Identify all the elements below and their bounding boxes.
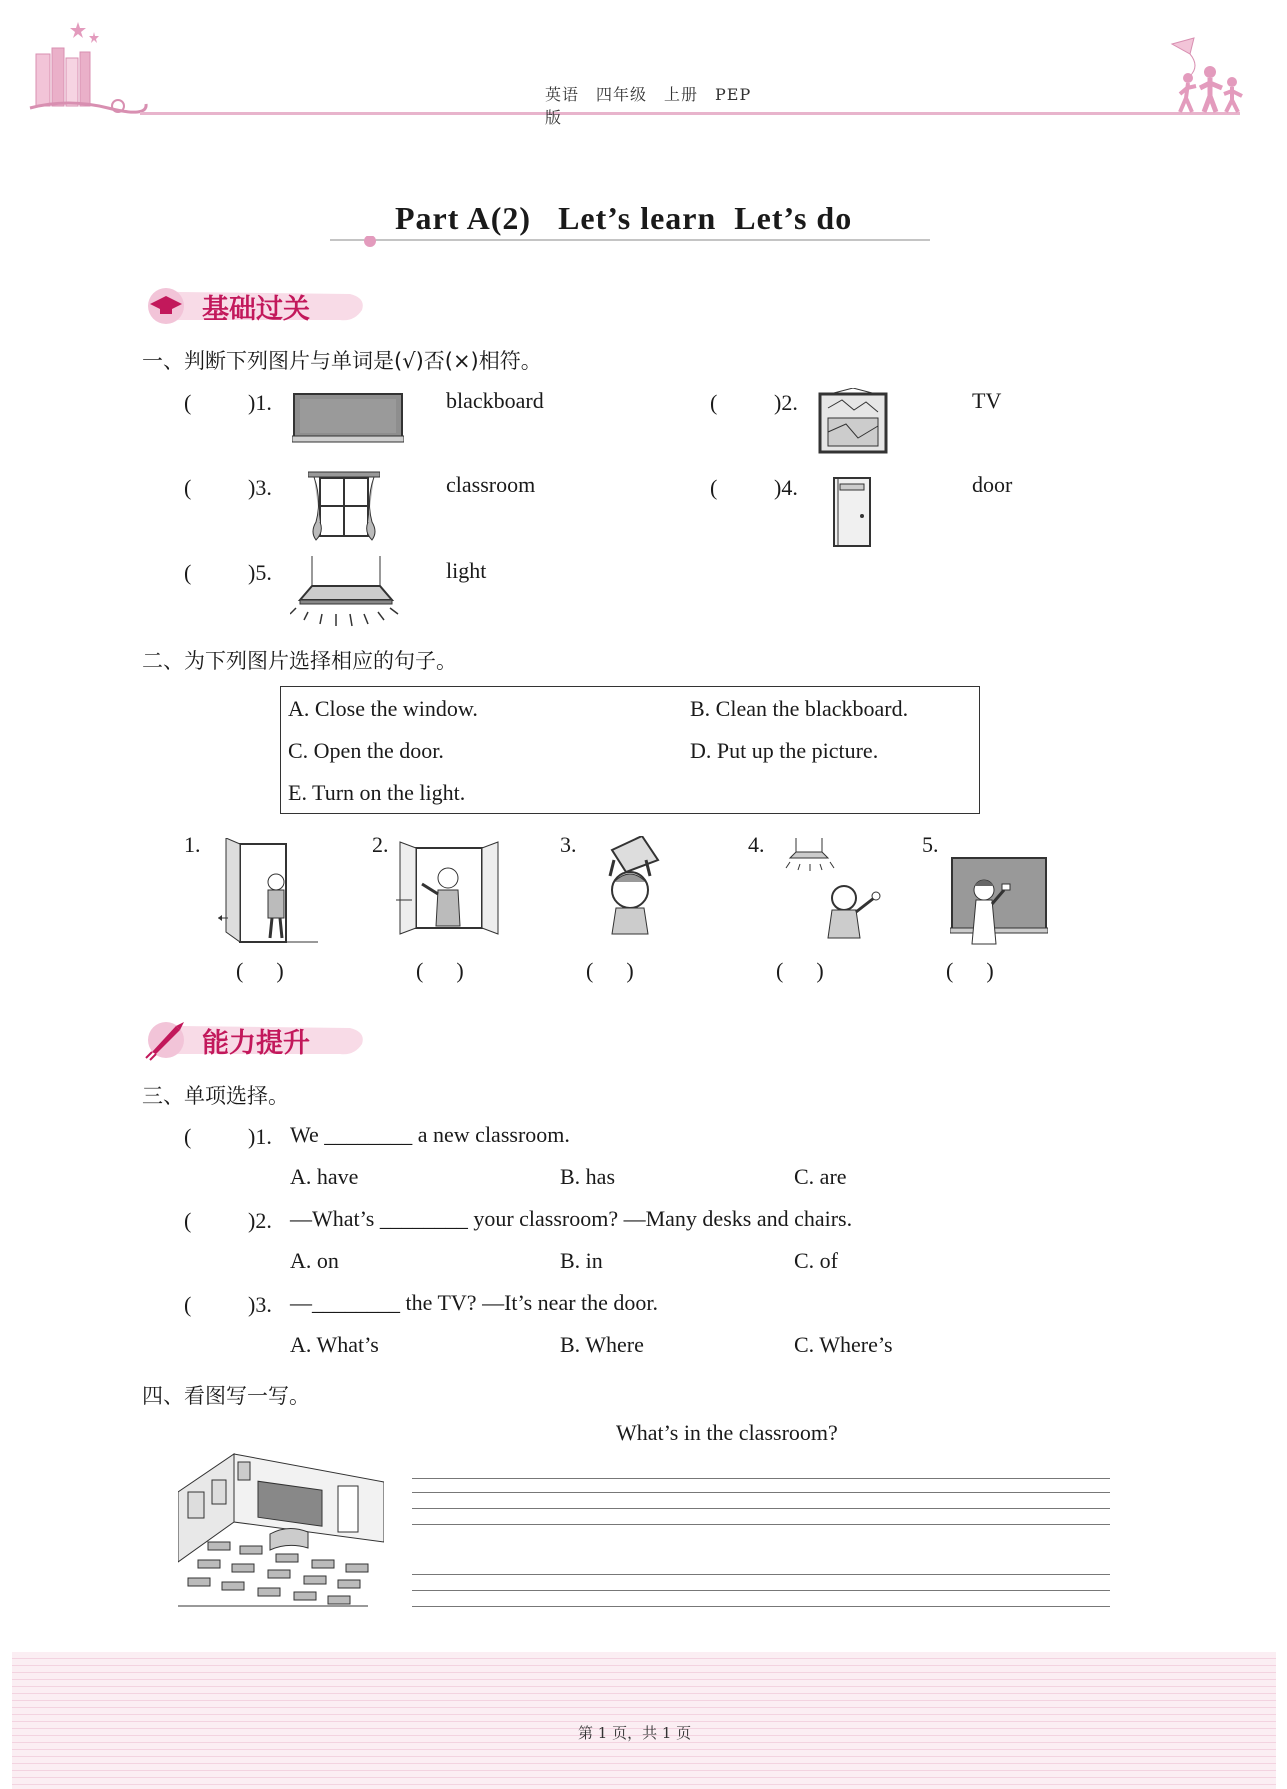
- answer-blank[interactable]: (: [184, 1208, 192, 1233]
- q1-word: door: [972, 472, 1013, 497]
- picture-num: 3.: [560, 832, 577, 857]
- answer-blank[interactable]: ( ): [416, 958, 464, 983]
- q3-stem: —________ the TV? —It’s near the door.: [290, 1290, 659, 1315]
- writing-line[interactable]: [412, 1508, 1110, 1509]
- door-icon: [832, 476, 872, 548]
- header-kids-icon: [1160, 36, 1250, 116]
- window-icon: [308, 470, 380, 544]
- q3-option-a: A. What’s: [290, 1332, 379, 1357]
- writing-line[interactable]: [412, 1574, 1110, 1575]
- blackboard-icon: [292, 392, 404, 446]
- turn-on-light-scene-icon: [776, 838, 890, 942]
- q3-item-num: )2.: [248, 1208, 272, 1233]
- q1-item-num: )4.: [774, 475, 798, 500]
- writing-line[interactable]: [412, 1492, 1110, 1493]
- q4-prompt: What’s in the classroom?: [616, 1420, 838, 1445]
- page-number: 第 1 页，共 1 页: [578, 1724, 692, 1742]
- q3-option-b: B. has: [560, 1164, 615, 1189]
- answer-blank[interactable]: (: [710, 390, 718, 415]
- picture-num: 4.: [748, 832, 765, 857]
- ceiling-light-icon: [290, 556, 402, 628]
- q3-item-num: )1.: [248, 1124, 272, 1149]
- q1-word: TV: [972, 388, 1002, 413]
- writing-line[interactable]: [412, 1524, 1110, 1525]
- q3-stem: —What’s ________ your classroom? —Many desks and chairs.: [290, 1206, 853, 1231]
- q1-item-num: )2.: [774, 390, 798, 415]
- option-b: B. Clean the blackboard.: [690, 696, 909, 721]
- q3-item-num: )3.: [248, 1292, 272, 1317]
- title-underline: [330, 236, 930, 250]
- q3-option-c: C. of: [794, 1248, 838, 1273]
- writing-line[interactable]: [412, 1478, 1110, 1479]
- option-a: A. Close the window.: [288, 696, 478, 721]
- q1-word: light: [446, 558, 487, 583]
- close-window-scene-icon: [396, 838, 502, 938]
- answer-blank[interactable]: (: [710, 475, 718, 500]
- answer-blank[interactable]: ( ): [586, 958, 634, 983]
- q3-option-b: B. in: [560, 1248, 603, 1273]
- q1-word: blackboard: [446, 388, 544, 413]
- open-door-scene-icon: [218, 838, 322, 948]
- section-label-advanced: 能力提升: [202, 1028, 310, 1059]
- option-e: E. Turn on the light.: [288, 780, 466, 805]
- q1-item-num: )1.: [248, 390, 272, 415]
- option-c: C. Open the door.: [288, 738, 444, 763]
- q1-item-num: )3.: [248, 475, 272, 500]
- q2-heading: 二、为下列图片选择相应的句子。: [142, 649, 457, 673]
- answer-blank[interactable]: ( ): [776, 958, 824, 983]
- q1-word: classroom: [446, 472, 536, 497]
- q3-heading: 三、单项选择。: [142, 1084, 289, 1108]
- answer-blank[interactable]: ( ): [946, 958, 994, 983]
- q3-option-c: C. are: [794, 1164, 847, 1189]
- answer-blank[interactable]: (: [184, 560, 192, 585]
- picture-num: 2.: [372, 832, 389, 857]
- q3-option-a: A. on: [290, 1248, 339, 1273]
- put-up-picture-scene-icon: [592, 836, 672, 936]
- picture-frame-icon: [818, 388, 888, 454]
- clean-blackboard-scene-icon: [950, 856, 1048, 946]
- answer-blank[interactable]: (: [184, 475, 192, 500]
- answer-blank[interactable]: (: [184, 1292, 192, 1317]
- answer-blank[interactable]: (: [184, 1124, 192, 1149]
- option-d: D. Put up the picture.: [690, 738, 879, 763]
- footer-band: [12, 1652, 1276, 1789]
- classroom-scene-icon: [178, 1452, 384, 1608]
- answer-blank[interactable]: ( ): [236, 958, 284, 983]
- q3-option-a: A. have: [290, 1164, 359, 1189]
- section-label-basic: 基础过关: [202, 294, 310, 325]
- writing-line[interactable]: [412, 1590, 1110, 1591]
- q3-option-c: C. Where’s: [794, 1332, 893, 1357]
- q1-item-num: )5.: [248, 560, 272, 585]
- picture-num: 5.: [922, 832, 939, 857]
- q3-option-b: B. Where: [560, 1332, 644, 1357]
- picture-num: 1.: [184, 832, 201, 857]
- header-text: 英语 四年级 上册 PEP版: [545, 85, 752, 127]
- writing-line[interactable]: [412, 1606, 1110, 1607]
- page-title: Part A(2) Let’s learn Let’s do: [395, 200, 853, 236]
- header-logo: [28, 18, 148, 118]
- q3-stem: We ________ a new classroom.: [290, 1122, 570, 1147]
- q1-heading: 一、判断下列图片与单词是(√)否(×)相符。: [142, 349, 542, 373]
- q4-heading: 四、看图写一写。: [142, 1384, 310, 1408]
- answer-blank[interactable]: (: [184, 390, 192, 415]
